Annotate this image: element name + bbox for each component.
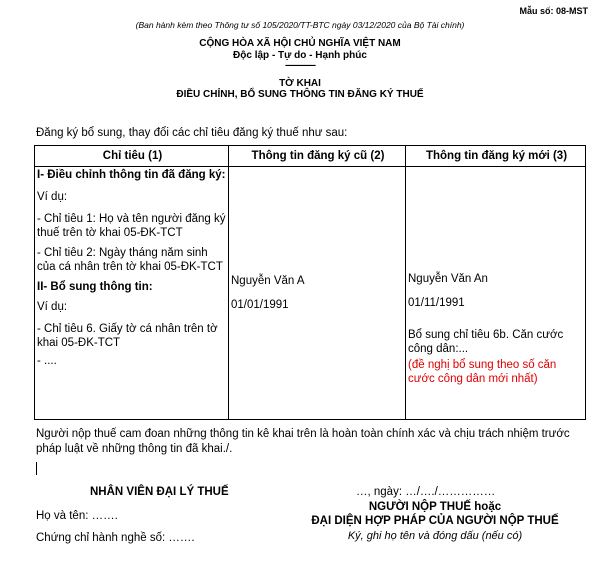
registration-table <box>34 145 586 420</box>
text-cursor <box>36 462 37 475</box>
circular-reference: (Ban hành kèm theo Thông tư số 105/2020/TT-BTC ngày 03/12/2020 của Bộ Tài chính) <box>135 20 465 30</box>
section-adjust-heading: I- Điều chỉnh thông tin đã đăng ký: <box>37 169 226 181</box>
supplement-value: Bổ sung chỉ tiêu 6b. Căn cước công dân:... <box>408 329 564 355</box>
criteria-item-1: - Chỉ tiêu 1: Họ và tên người đăng ký thuế trên tờ khai 05-ĐK-TCT <box>37 213 226 239</box>
supplement-note: (đề nghị bổ sung theo số căn cước công dân mới nhất) <box>408 359 557 385</box>
taxpayer-pledge: Người nộp thuế cam đoan những thông tin kê khai trên là hoàn toàn chính xác và chịu trách nhiệm trước pháp luật về những thông tin đã khai./. <box>36 428 570 455</box>
example-label-2: Ví dụ: <box>37 301 68 313</box>
old-name-value: Nguyễn Văn A <box>231 275 305 287</box>
intro-text: Đăng ký bổ sung, thay đổi các chỉ tiêu đăng ký thuế như sau: <box>36 127 348 139</box>
agent-title: NHÂN VIÊN ĐẠI LÝ THUẾ <box>90 486 229 498</box>
table-row <box>35 167 586 420</box>
document-title: TỜ KHAI <box>279 78 321 89</box>
signature-note: Ký, ghi họ tên và đóng dấu (nếu có) <box>347 530 523 542</box>
criteria-more: - .... <box>37 355 57 367</box>
new-name-value: Nguyễn Văn An <box>408 273 488 285</box>
date-line: …, ngày: …/…./…………… <box>356 486 496 498</box>
agent-name-field: Họ và tên: ……. <box>36 510 118 522</box>
example-label-1: Ví dụ: <box>37 191 68 203</box>
section-supplement-heading: II- Bổ sung thông tin: <box>37 281 153 293</box>
legal-representative-title: ĐẠI DIỆN HỢP PHÁP CỦA NGƯỜI NỘP THUẾ <box>311 515 559 527</box>
table-header-row <box>35 146 586 167</box>
header-new-info: Thông tin đăng ký mới (3) <box>406 146 586 167</box>
agent-certificate-field: Chứng chỉ hành nghề số: ……. <box>36 532 195 544</box>
header-old-info: Thông tin đăng ký cũ (2) <box>229 146 406 167</box>
old-dob-value: 01/01/1991 <box>231 299 289 311</box>
form-number: Mẫu số: 08-MST <box>519 6 588 16</box>
new-dob-value: 01/11/1991 <box>408 297 465 309</box>
criteria-item-2: - Chỉ tiêu 2: Ngày tháng năm sinh của cá nhân trên tờ khai 05-ĐK-TCT <box>37 247 223 273</box>
taxpayer-title: NGƯỜI NỘP THUẾ hoặc <box>368 501 502 513</box>
header-criteria: Chỉ tiêu (1) <box>35 146 229 167</box>
national-motto: Độc lập - Tự do - Hạnh phúc <box>233 50 367 61</box>
nation-name: CỘNG HÒA XÃ HỘI CHỦ NGHĨA VIỆT NAM <box>199 38 401 49</box>
document-subtitle: ĐIỀU CHỈNH, BỔ SUNG THÔNG TIN ĐĂNG KÝ THUẾ <box>176 89 424 100</box>
criteria-item-6: - Chỉ tiêu 6. Giấy tờ cá nhân trên tờ khai 05-ĐK-TCT <box>37 323 218 349</box>
header-separator: --------------- <box>285 60 315 70</box>
